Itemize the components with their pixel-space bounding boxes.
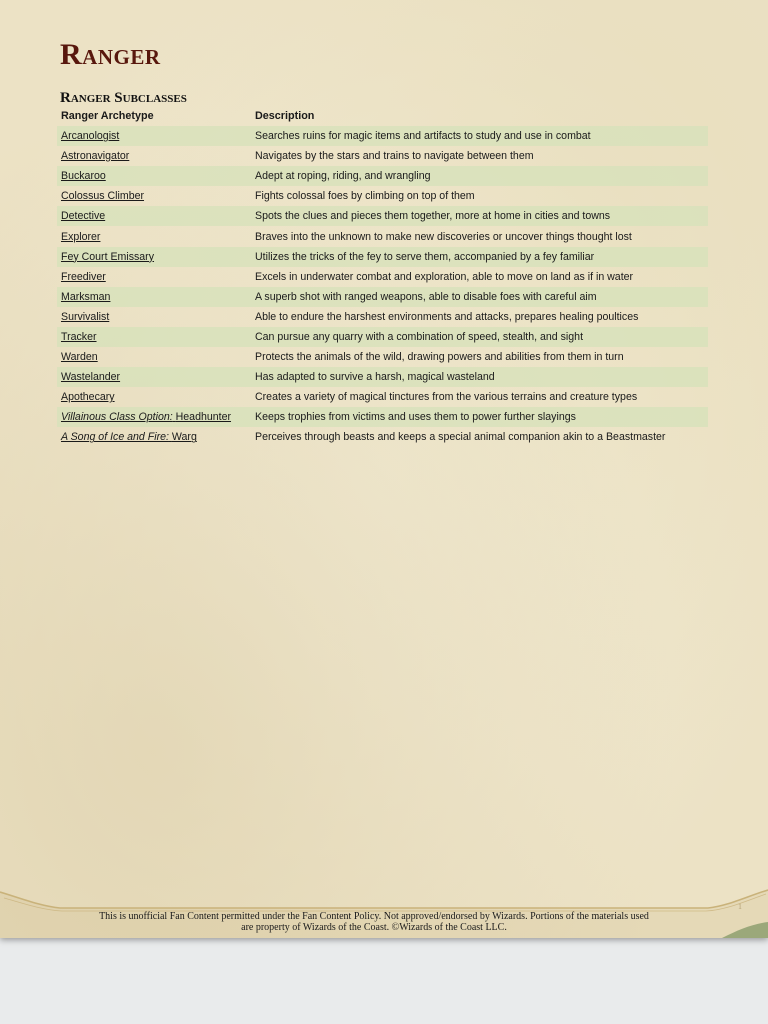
- archetype-link-survivalist[interactable]: Survivalist: [61, 310, 110, 323]
- table-row: [57, 347, 708, 367]
- table-row: [57, 166, 708, 186]
- section-subtitle: Ranger Subclasses: [60, 90, 187, 106]
- page-title: Ranger: [60, 38, 161, 71]
- footer-line-1: This is unofficial Fan Content permitted under the Fan Content Policy. Not approved/endorsed by Wizards. Portions of the materials used: [99, 911, 649, 922]
- legal-footer: [40, 911, 708, 933]
- table-row: [57, 367, 708, 387]
- row-description: Fights colossal foes by climbing on top of them: [255, 190, 475, 203]
- table-row: [57, 206, 708, 226]
- archetype-link-freediver[interactable]: Freediver: [61, 270, 106, 283]
- row-description: Navigates by the stars and trains to navigate between them: [255, 150, 534, 163]
- row-description: Protects the animals of the wild, drawing powers and abilities from them in turn: [255, 351, 624, 364]
- archetype-link-arcanologist[interactable]: Arcanologist: [61, 130, 120, 143]
- archetype-link-warden[interactable]: Warden: [61, 351, 98, 364]
- row-description: Perceives through beasts and keeps a special animal companion akin to a Beastmaster: [255, 431, 666, 444]
- row-description: Excels in underwater combat and exploration, able to move on land as if in water: [255, 270, 634, 283]
- archetype-link-wastelander[interactable]: Wastelander: [61, 371, 121, 384]
- row-description: A superb shot with ranged weapons, able to disable foes with careful aim: [251, 287, 708, 307]
- page-number: 1: [738, 902, 742, 911]
- subclass-table: [57, 106, 708, 448]
- archetype-link-colossus-climber[interactable]: Colossus Climber: [61, 190, 145, 203]
- source-prefix: A Song of Ice and Fire:: [61, 431, 169, 444]
- table-row: [57, 226, 708, 246]
- archetype-link-buckaroo[interactable]: Buckaroo: [61, 170, 106, 183]
- archetype-link-explorer[interactable]: Explorer: [61, 230, 101, 243]
- table-row: [57, 247, 708, 267]
- row-description: Keeps trophies from victims and uses them to power further slayings: [251, 407, 708, 427]
- row-description: Adept at roping, riding, and wrangling: [251, 166, 708, 186]
- table-row: [57, 387, 708, 407]
- table-row: [57, 407, 708, 427]
- archetype-link-apothecary[interactable]: Apothecary: [61, 391, 115, 404]
- table-row: [57, 287, 708, 307]
- table-row: [57, 327, 708, 347]
- row-description: Can pursue any quarry with a combination of speed, stealth, and sight: [251, 327, 708, 347]
- row-description: Able to endure the harshest environments and attacks, prepares healing poultices: [255, 310, 639, 323]
- archetype-link-astronavigator[interactable]: Astronavigator: [61, 150, 130, 163]
- archetype-link-headhunter[interactable]: [61, 411, 231, 423]
- archetype-name: Warg: [171, 431, 197, 444]
- row-description: Searches ruins for magic items and artifacts to study and use in combat: [251, 126, 708, 146]
- row-description: Spots the clues and pieces them together, more at home in cities and towns: [251, 206, 708, 226]
- table-row: [57, 186, 708, 206]
- archetype-link-marksman[interactable]: Marksman: [61, 290, 111, 303]
- row-description: Braves into the unknown to make new discoveries or uncover things thought lost: [255, 230, 632, 243]
- row-description: Utilizes the tricks of the fey to serve them, accompanied by a fey familiar: [251, 247, 708, 267]
- header-archetype: Ranger Archetype: [61, 110, 154, 122]
- table-header-row: [57, 106, 708, 126]
- table-row: [57, 307, 708, 327]
- table-row: [57, 146, 708, 166]
- archetype-link-fey-court-emissary[interactable]: Fey Court Emissary: [61, 250, 155, 263]
- table-row: [57, 427, 708, 447]
- table-row: [57, 126, 708, 146]
- header-description: Description: [255, 110, 315, 122]
- row-description: Creates a variety of magical tinctures from the various terrains and creature types: [255, 391, 638, 404]
- source-prefix: Villainous Class Option:: [61, 411, 173, 424]
- archetype-link-tracker[interactable]: Tracker: [61, 330, 97, 343]
- table-row: [57, 267, 708, 287]
- row-description: Has adapted to survive a harsh, magical wasteland: [251, 367, 708, 387]
- archetype-name: Headhunter: [175, 411, 232, 424]
- footer-line-2: are property of Wizards of the Coast. ©Wizards of the Coast LLC.: [241, 922, 507, 933]
- archetype-link-warg[interactable]: [61, 431, 197, 443]
- archetype-link-detective[interactable]: Detective: [61, 210, 106, 223]
